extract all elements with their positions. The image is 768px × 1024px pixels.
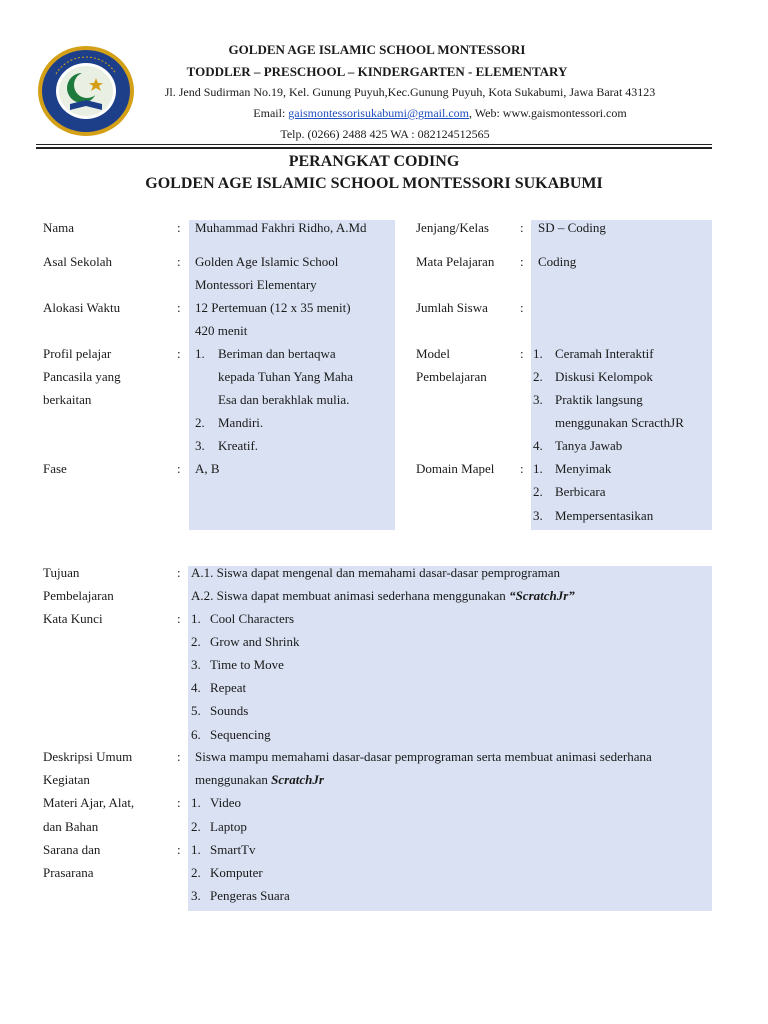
header-rule-top <box>36 144 712 145</box>
label-model-1: Model <box>416 346 450 361</box>
colon: : <box>177 254 181 269</box>
profil-item-1-line-1: Beriman dan bertaqwa <box>218 346 336 361</box>
list-item: 4. Tanya Jawab <box>533 438 623 453</box>
list-item: 2. <box>195 415 205 430</box>
label-mata-pelajaran: Mata Pelajaran <box>416 254 495 269</box>
label-tujuan-1: Tujuan <box>43 565 80 580</box>
school-name: GOLDEN AGE ISLAMIC SCHOOL MONTESSORI <box>228 42 526 57</box>
colon: : <box>520 461 524 476</box>
label-materi-2: dan Bahan <box>43 819 99 834</box>
list-item: 5. Sounds <box>191 703 249 718</box>
label-nama: Nama <box>43 220 75 235</box>
deskripsi-line-2: menggunakan ScratchJr <box>195 772 324 787</box>
label-profil-1: Profil pelajar <box>43 346 112 361</box>
value-alokasi-1: 12 Pertemuan (12 x 35 menit) <box>195 300 351 315</box>
colon: : <box>177 565 181 580</box>
value-mata-pelajaran: Coding <box>538 254 577 269</box>
label-profil-3: berkaitan <box>43 392 92 407</box>
label-deskripsi-2: Kegiatan <box>43 772 90 787</box>
list-item: 1. Video <box>191 795 241 810</box>
list-item: 3. Praktik langsung <box>533 392 643 407</box>
value-alokasi-2: 420 menit <box>195 323 248 338</box>
colon: : <box>177 461 181 476</box>
school-phone: Telp. (0266) 2488 425 WA : 082124512565 <box>280 127 490 141</box>
colon: : <box>520 300 524 315</box>
tujuan-a1: A.1. Siswa dapat mengenal dan memahami dasar-dasar pemprograman <box>191 565 561 580</box>
tujuan-a2: A.2. Siswa dapat membuat animasi sederhana menggunakan “ScratchJr” <box>191 588 575 603</box>
colon: : <box>520 346 524 361</box>
list-item: 4. Repeat <box>191 680 247 695</box>
value-asal-sekolah-1: Golden Age Islamic School <box>195 254 339 269</box>
deskripsi-line-1: Siswa mampu memahami dasar-dasar pemprograman serta membuat animasi sederhana <box>195 749 652 764</box>
list-item: 1. Cool Characters <box>191 611 295 626</box>
email-link[interactable]: gaismontessorisukabumi@gmail.com <box>288 106 469 120</box>
list-item: 3. Mempersentasikan <box>533 508 654 523</box>
web-text: , Web: www.gaismontessori.com <box>469 106 627 120</box>
label-domain-mapel: Domain Mapel <box>416 461 495 476</box>
header-rule-bottom <box>36 147 712 149</box>
list-item: 2. Diskusi Kelompok <box>533 369 653 384</box>
label-sarana-2: Prasarana <box>43 865 94 880</box>
list-item: 2. Berbicara <box>533 484 606 499</box>
value-fase: A, B <box>195 461 220 476</box>
colon: : <box>177 842 181 857</box>
colon: : <box>177 300 181 315</box>
doc-subtitle: GOLDEN AGE ISLAMIC SCHOOL MONTESSORI SUKABUMI <box>145 175 603 192</box>
label-jumlah-siswa: Jumlah Siswa <box>416 300 488 315</box>
colon: : <box>520 254 524 269</box>
list-item: 1. SmartTv <box>191 842 256 857</box>
value-jenjang-kelas: SD – Coding <box>538 220 606 235</box>
profil-item-2: Mandiri. <box>218 415 264 430</box>
colon: : <box>177 220 181 235</box>
label-fase: Fase <box>43 461 67 476</box>
list-item: 3. Pengeras Suara <box>191 888 290 903</box>
school-address: Jl. Jend Sudirman No.19, Kel. Gunung Puyuh,Kec.Gunung Puyuh, Kota Sukabumi, Jawa Barat 43123 <box>164 85 656 99</box>
label-deskripsi-1: Deskripsi Umum <box>43 749 133 764</box>
email-label: Email: <box>253 106 289 120</box>
value-asal-sekolah-2: Montessori Elementary <box>195 277 317 292</box>
list-item: 2. Komputer <box>191 865 263 880</box>
label-asal-sekolah: Asal Sekolah <box>43 254 112 269</box>
label-tujuan-2: Pembelajaran <box>43 588 114 603</box>
model-item-3-line-2: menggunakan ScracthJR <box>555 415 684 430</box>
label-jenjang-kelas: Jenjang/Kelas <box>416 220 489 235</box>
colon: : <box>177 795 181 810</box>
list-item: 2. Laptop <box>191 819 247 834</box>
list-item: 1. Ceramah Interaktif <box>533 346 654 361</box>
list-item: 1. Menyimak <box>533 461 612 476</box>
doc-title: PERANGKAT CODING <box>288 153 460 170</box>
colon: : <box>177 749 181 764</box>
profil-item-3: Kreatif. <box>218 438 259 453</box>
list-item: 3. Time to Move <box>191 657 284 672</box>
profil-item-1-line-2: kepada Tuhan Yang Maha <box>218 369 354 384</box>
label-model-2: Pembelajaran <box>416 369 487 384</box>
colon: : <box>177 611 181 626</box>
colon: : <box>177 346 181 361</box>
profil-item-1-line-3: Esa dan berakhlak mulia. <box>218 392 350 407</box>
school-levels: TODDLER – PRESCHOOL – KINDERGARTEN - ELEMENTARY <box>186 64 568 79</box>
label-alokasi-waktu: Alokasi Waktu <box>43 300 121 315</box>
list-item: 1. <box>195 346 205 361</box>
school-contact <box>130 106 750 121</box>
label-profil-2: Pancasila yang <box>43 369 121 384</box>
label-sarana-1: Sarana dan <box>43 842 101 857</box>
list-item: 6. Sequencing <box>191 727 271 742</box>
list-item: 2. Grow and Shrink <box>191 634 300 649</box>
list-item: 3. <box>195 438 205 453</box>
colon: : <box>520 220 524 235</box>
label-kata-kunci: Kata Kunci <box>43 611 103 626</box>
label-materi-1: Materi Ajar, Alat, <box>43 795 135 810</box>
value-nama: Muhammad Fakhri Ridho, A.Md <box>195 220 367 235</box>
